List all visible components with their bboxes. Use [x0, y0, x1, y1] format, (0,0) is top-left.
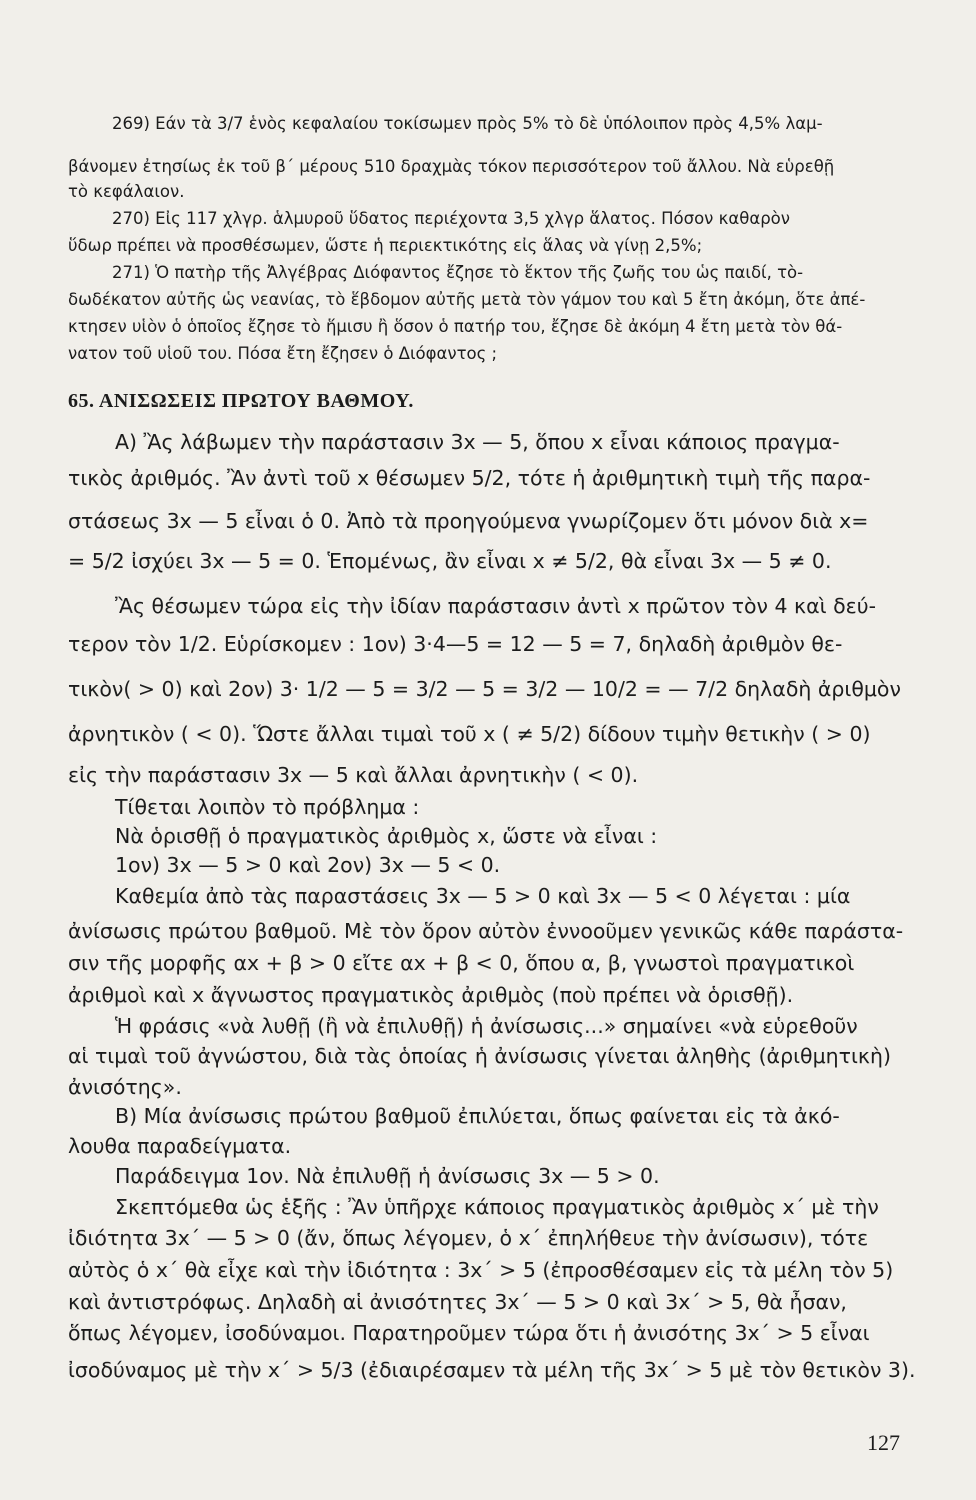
body-line-04: = 5/2 ἰσχύει 3x — 5 = 0. Ἑπομένως, ἂν εἶναι x ≠ 5/2, θὰ εἶναι 3x — 5 ≠ 0. — [68, 549, 832, 573]
problem-271-line-1: 271) Ὁ πατὴρ τῆς Ἀλγέβρας Διόφαντος ἔζησε τὸ ἕκτον τῆς ζωῆς του ὡς παιδί, τὸ- — [112, 263, 804, 282]
body-line-25: αὐτὸς ὁ x΄ θὰ εἶχε καὶ τὴν ἰδιότητα : 3x΄ > 5 (ἐπροσθέσαμεν εἰς τὰ μέλη τὸν 5) — [68, 1258, 894, 1282]
section-heading: 65. ΑΝΙΣΩΣΕΙΣ ΠΡΩΤΟΥ ΒΑΘΜΟΥ. — [68, 390, 414, 412]
problem-271-line-4: νατον τοῦ υἱοῦ του. Πόσα ἔτη ἔζησεν ὁ Διόφαντος ; — [68, 344, 498, 363]
body-line-20: Β) Μία ἀνίσωσις πρώτου βαθμοῦ ἐπιλύεται, ὅπως φαίνεται εἰς τὰ ἀκό- — [115, 1104, 840, 1128]
body-line-08: ἀρνητικὸν ( < 0). Ὥστε ἄλλαι τιμαὶ τοῦ x ( ≠ 5/2) δίδουν τιμὴν θετικὴν ( > 0) — [68, 722, 871, 746]
body-line-16: ἀριθμοὶ καὶ x ἄγνωστος πραγματικὸς ἀριθμὸς (ποὺ πρέπει νὰ ὁρισθῇ). — [68, 983, 794, 1007]
body-line-11: Νὰ ὁρισθῇ ὁ πραγματικὸς ἀριθμὸς x, ὥστε νὰ εἶναι : — [115, 824, 658, 848]
body-line-28: ἰσοδύναμος μὲ τὴν x΄ > 5/3 (ἐδιαιρέσαμεν τὰ μέλη τῆς 3x΄ > 5 μὲ τὸν θετικὸν 3). — [68, 1358, 916, 1382]
problem-269-line-1: 269) Εάν τὰ 3/7 ἑνὸς κεφαλαίου τοκίσωμεν πρὸς 5% τὸ δὲ ὑπόλοιπον πρὸς 4,5% λαμ- — [112, 114, 823, 133]
body-line-01: Α) Ἂς λάβωμεν τὴν παράστασιν 3x — 5, ὅπου x εἶναι κάποιος πραγμα- — [115, 430, 840, 454]
problem-271-line-2: δωδέκατον αὐτῆς ὡς νεανίας, τὸ ἕβδομον αὐτῆς μετὰ τὸν γάμον του καὶ 5 ἔτη ἀκόμη, ὅτε ἀπέ- — [68, 290, 866, 309]
body-line-22: Παράδειγμα 1ον. Νὰ ἐπιλυθῇ ἡ ἀνίσωσις 3x — 5 > 0. — [115, 1164, 660, 1188]
body-line-23: Σκεπτόμεθα ὡς ἑξῆς : Ἂν ὑπῆρχε κάποιος πραγματικὸς ἀριθμὸς x΄ μὲ τὴν — [115, 1195, 879, 1219]
body-line-03: στάσεως 3x — 5 εἶναι ὁ 0. Ἀπὸ τὰ προηγούμενα γνωρίζομεν ὅτι μόνον διὰ x= — [68, 509, 869, 533]
body-line-26: καὶ ἀντιστρόφως. Δηλαδὴ αἱ ἀνισότητες 3x΄ — 5 > 0 καὶ 3x΄ > 5, θὰ ἦσαν, — [68, 1290, 847, 1314]
body-line-17: Ἡ φράσις «νὰ λυθῇ (ἢ νὰ ἐπιλυθῇ) ἡ ἀνίσωσις...» σημαίνει «νὰ εὑρεθοῦν — [115, 1014, 858, 1038]
body-line-10: Τίθεται λοιπὸν τὸ πρόβλημα : — [115, 795, 420, 819]
problem-271-line-3: κτησεν υἱὸν ὁ ὁποῖος ἔζησε τὸ ἥμισυ ἢ ὅσον ὁ πατήρ του, ἔζησε δὲ ἀκόμη 4 ἔτη μετὰ τὸν θά- — [68, 317, 843, 336]
body-line-13: Καθεμία ἀπὸ τὰς παραστάσεις 3x — 5 > 0 καὶ 3x — 5 < 0 λέγεται : μία — [115, 884, 851, 908]
problem-270-line-2: ὕδωρ πρέπει νὰ προσθέσωμεν, ὥστε ἡ περιεκτικότης εἰς ἅλας νὰ γίνῃ 2,5%; — [68, 236, 703, 255]
body-line-19: ἀνισότης». — [68, 1075, 182, 1099]
body-line-05: Ἂς θέσωμεν τώρα εἰς τὴν ἰδίαν παράστασιν ἀντὶ x πρῶτον τὸν 4 καὶ δεύ- — [115, 594, 876, 618]
body-line-06: τερον τὸν 1/2. Εὑρίσκομεν : 1ον) 3·4—5 = 12 — 5 = 7, δηλαδὴ ἀριθμὸν θε- — [68, 632, 843, 656]
body-line-14: ἀνίσωσις πρώτου βαθμοῦ. Μὲ τὸν ὅρον αὐτὸν ἐννοοῦμεν γενικῶς κάθε παράστα- — [68, 919, 904, 943]
problem-270-line-1: 270) Εἰς 117 χλγρ. ἁλμυροῦ ὕδατος περιέχοντα 3,5 χλγρ ἅλατος. Πόσον καθαρὸν — [112, 209, 790, 228]
body-line-15: σιν τῆς μορφῆς αx + β > 0 εἴτε αx + β < 0, ὅπου α, β, γνωστοὶ πραγματικοὶ — [68, 951, 855, 975]
problem-269-line-2: βάνομεν ἐτησίως ἐκ τοῦ β΄ μέρους 510 δραχμὰς τόκον περισσότερον τοῦ ἄλλου. Νὰ εὑρεθῇ — [68, 157, 835, 176]
body-line-27: ὅπως λέγομεν, ἰσοδύναμοι. Παρατηροῦμεν τώρα ὅτι ἡ ἀνισότης 3x΄ > 5 εἶναι — [68, 1321, 870, 1345]
body-line-18: αἱ τιμαὶ τοῦ ἀγνώστου, διὰ τὰς ὁποίας ἡ ἀνίσωσις γίνεται ἀληθὴς (ἀριθμητικὴ) — [68, 1044, 891, 1068]
body-line-02: τικὸς ἀριθμός. Ἂν ἀντὶ τοῦ x θέσωμεν 5/2, τότε ἡ ἀριθμητικὴ τιμὴ τῆς παρα- — [68, 466, 871, 490]
body-line-24: ἰδιότητα 3x΄ — 5 > 0 (ἄν, ὅπως λέγομεν, ὁ x΄ ἐπηλήθευε τὴν ἀνίσωσιν), τότε — [68, 1226, 869, 1250]
page-number: 127 — [867, 1430, 900, 1455]
body-line-21: λουθα παραδείγματα. — [68, 1134, 292, 1158]
problem-269-line-3: τὸ κεφάλαιον. — [68, 182, 185, 201]
body-line-12: 1ον) 3x — 5 > 0 καὶ 2ον) 3x — 5 < 0. — [115, 853, 501, 877]
body-line-07: τικὸν( > 0) καὶ 2ον) 3· 1/2 — 5 = 3/2 — 5 = 3/2 — 10/2 = — 7/2 δηλαδὴ ἀριθμὸν — [68, 677, 901, 701]
body-line-09: εἰς τὴν παράστασιν 3x — 5 καὶ ἄλλαι ἀρνητικὴν ( < 0). — [68, 763, 639, 787]
